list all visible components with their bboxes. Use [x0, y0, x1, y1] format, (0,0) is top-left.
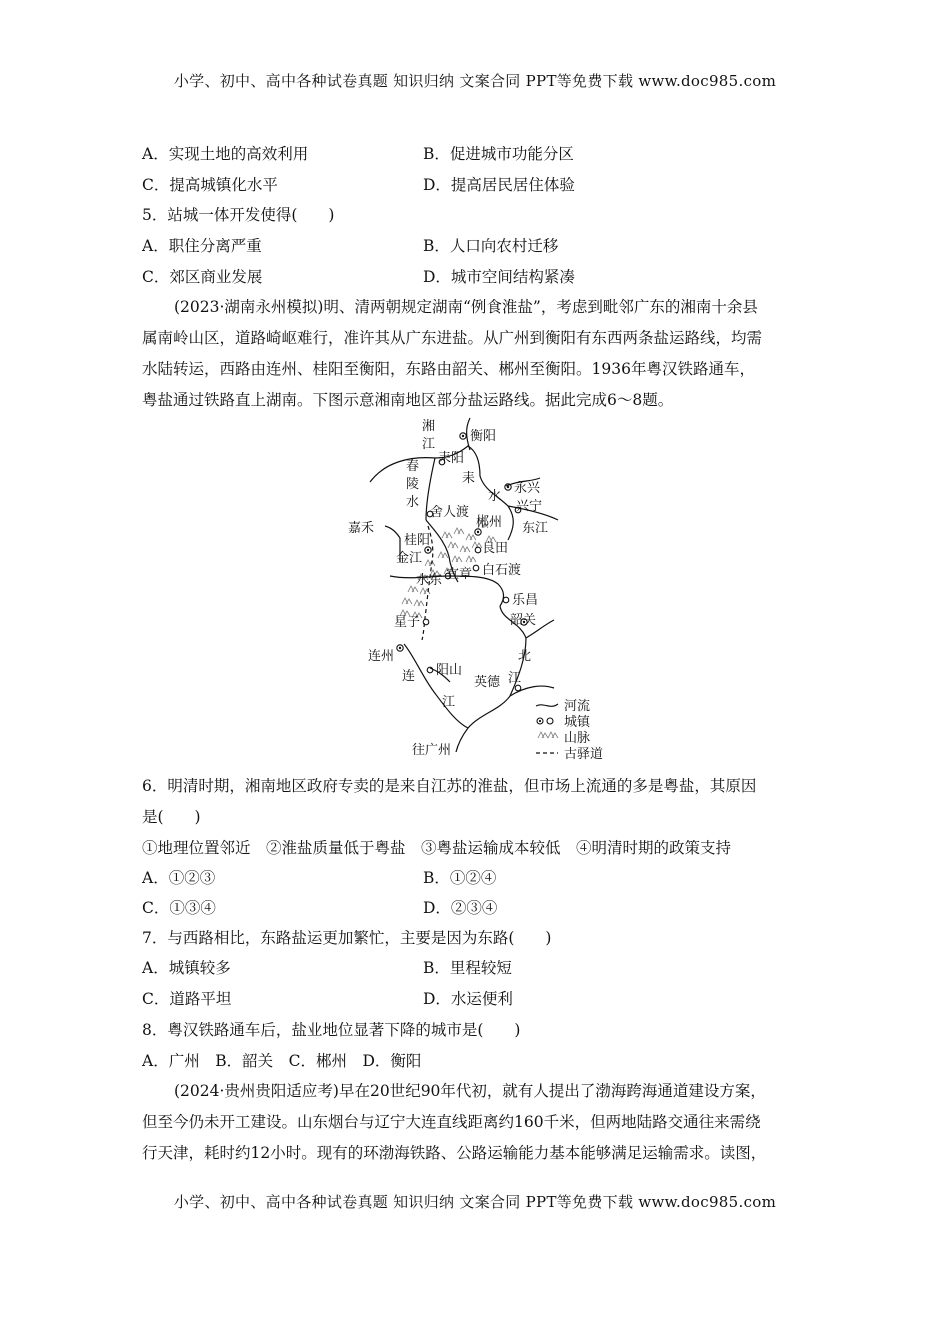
label-xingzi: 星子: [394, 615, 421, 630]
q7-stem: 7．与西路相比，东路盐运更加繁忙，主要是因为东路( ): [142, 929, 552, 947]
passage1-line1: (2023·湖南永州模拟)明、清两朝规定湖南“例食淮盐”，考虑到毗邻广东的湘南十余县: [174, 298, 758, 316]
label-lei-1: 耒: [462, 471, 476, 486]
q7-option-a: A．城镇较多: [142, 959, 231, 977]
passage1-line3: 水陆转运，西路由连州、桂阳至衡阳，东路由韶关、郴州至衡阳。1936年粤汉铁路通车，: [142, 360, 755, 378]
q6-option-b: B．①②④: [423, 869, 497, 887]
label-yongxing: 永兴: [514, 481, 541, 496]
q8-stem: 8．粤汉铁路通车后，盐业地位显著下降的城市是( ): [142, 1021, 521, 1039]
legend-mountain: 山脉: [564, 731, 591, 746]
q6-option-a: A．①②③: [142, 869, 216, 887]
passage-bohai: [142, 1076, 822, 1169]
passage-salt-route: [142, 292, 822, 416]
page-header: 小学、初中、高中各种试卷真题 知识归纳 文案合同 PPT等免费下载 www.doc985.com: [173, 72, 777, 90]
q6-stem-line2: 是( ): [142, 808, 201, 826]
label-lian-1: 连: [402, 669, 416, 684]
q5-option-a: A．职住分离严重: [142, 237, 262, 255]
label-shaoguan: 韶关: [510, 613, 537, 628]
label-chunling-2: 陵: [406, 477, 420, 492]
q7-option-d: D．水运便利: [423, 990, 513, 1008]
lian-river: [404, 644, 468, 728]
map-legend: [536, 698, 603, 762]
legend-town: 城镇: [564, 715, 591, 730]
q4-option-a: A．实现土地的高效利用: [142, 145, 309, 163]
passage2-line1: (2024·贵州贵阳适应考)早在20世纪90年代初，就有人提出了渤海跨海通道建设方案，: [174, 1082, 766, 1100]
q7-option-c: C．道路平坦: [142, 990, 232, 1008]
passage1-line2: 属南岭山区，道路崎岖难行，准许其从广东进盐。从广州到衡阳有东西两条盐运路线，均需: [142, 329, 763, 347]
label-guiyang: 桂阳: [404, 533, 431, 548]
label-baishidu: 白石渡: [482, 563, 522, 578]
q8-options: A．广州 B．韶关 C．郴州 D．衡阳: [142, 1052, 422, 1070]
legend-road: 古驿道: [564, 747, 604, 762]
label-chenzhou: 郴州: [476, 515, 503, 530]
label-shuidong: 水东: [416, 573, 443, 588]
legend-river: 河流: [564, 699, 591, 714]
passage2-line3: 行天津，耗时约12小时。现有的环渤海铁路、公路运输能力基本能够满足运输需求。读图，: [142, 1144, 767, 1162]
label-chunling-3: 水: [406, 495, 420, 510]
label-bei-1: 北: [518, 649, 532, 664]
label-xiang-2: 江: [422, 437, 436, 452]
label-liangtian: 良田: [482, 541, 509, 556]
passage2-line2: 但至今仍未开工建设。山东烟台与辽宁大连直线距离约160千米，但两地陆路交通往来需绕: [142, 1113, 761, 1131]
label-to-guangzhou: 往广州: [412, 743, 452, 758]
label-lechang: 乐昌: [512, 593, 539, 608]
label-jiahe: 嘉禾: [348, 521, 375, 536]
label-jinjiang: 金江: [396, 551, 423, 566]
label-lei-2: 水: [488, 489, 502, 504]
q5-stem: 5．站城一体开发使得( ): [142, 206, 335, 224]
label-xiang-1: 湘: [422, 419, 436, 434]
q6-option-c: C．①③④: [142, 899, 216, 917]
label-xingning: 兴宁: [516, 499, 543, 514]
passage1-line4: 粤盐通过铁路直上湖南。下图示意湘南地区部分盐运路线。据此完成6～8题。: [142, 391, 674, 409]
label-chunling-1: 春: [406, 459, 420, 474]
q5-option-b: B．人口向农村迁移: [423, 237, 559, 255]
q5-option-d: D．城市空间结构紧凑: [423, 268, 575, 286]
page-footer: 小学、初中、高中各种试卷真题 知识归纳 文案合同 PPT等免费下载 www.doc985.com: [173, 1193, 777, 1211]
label-lian-2: 江: [442, 695, 456, 710]
label-dongjiang: 东江: [522, 521, 549, 536]
label-sherendu: 舍人渡: [430, 505, 470, 520]
salt-route-map: [330, 410, 620, 770]
q5-option-c: C．郊区商业发展: [142, 268, 263, 286]
q4-option-c: C．提高城镇化水平: [142, 176, 278, 194]
q4-option-b: B．促进城市功能分区: [423, 145, 574, 163]
label-yingde: 英德: [474, 675, 501, 690]
label-hengyang: 衡阳: [470, 429, 497, 444]
label-lianzhou: 连州: [368, 649, 395, 664]
label-yizhang: 宜章: [446, 567, 473, 582]
q6-stem-line1: 6．明清时期，湘南地区政府专卖的是来自江苏的淮盐，但市场上流通的多是粤盐，其原因: [142, 777, 757, 795]
label-bei-2: 江: [508, 671, 522, 686]
label-leiyang: 耒阳: [438, 451, 465, 466]
river-lines: [370, 418, 558, 752]
q6-option-d: D．②③④: [423, 899, 498, 917]
q6-items: ①地理位置邻近 ②淮盐质量低于粤盐 ③粤盐运输成本较低 ④明清时期的政策支持: [142, 839, 732, 857]
q4-option-d: D．提高居民居住体验: [423, 176, 575, 194]
label-yangshan: 阳山: [436, 663, 463, 678]
q7-option-b: B．里程较短: [423, 959, 512, 977]
